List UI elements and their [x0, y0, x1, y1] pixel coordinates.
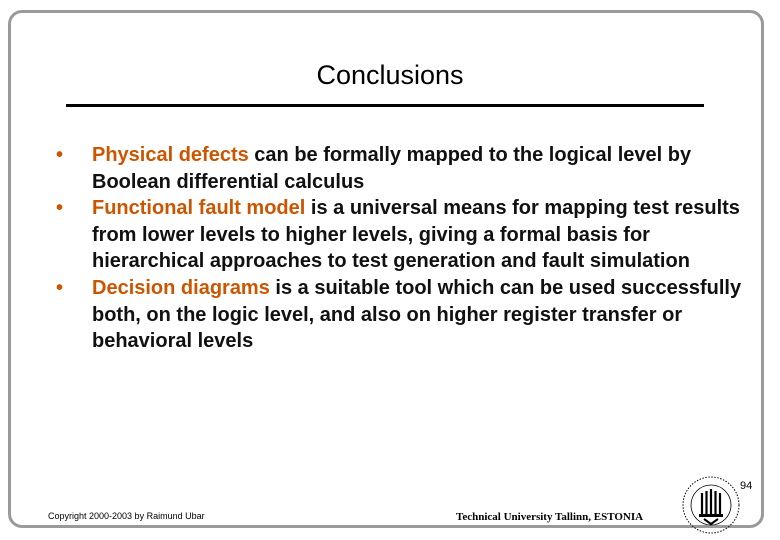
university-seal-icon: [680, 474, 742, 536]
bullet-list: [56, 142, 746, 355]
bullet-dot-icon: •: [56, 197, 64, 220]
bullet-highlight: Functional fault model: [92, 197, 306, 220]
bullet-dot-icon: •: [56, 144, 64, 166]
page-number: 94: [740, 480, 753, 492]
bullet-highlight: Physical defects: [92, 144, 249, 166]
bullet-text: is a suitable tool which can be used successfully both, on the logic level, and also on higher register transfer or behavioral levels: [92, 276, 742, 353]
copyright-text: Copyright 2000-2003 by Raimund Ubar: [48, 511, 205, 521]
bullet-text: is a universal means for mapping test results from lower levels to higher levels, giving a formal basis for hierarchical approaches to test generation and fault simulation: [92, 197, 740, 273]
bullet-text: can be formally mapped to the logical level by Boolean differential calculus: [92, 144, 692, 193]
bullet-item: [56, 195, 746, 275]
slide-title: Conclusions: [316, 60, 464, 90]
bullet-item: [56, 275, 746, 355]
university-name: Technical University Tallinn, ESTONIA: [456, 511, 644, 523]
bullet-item: [56, 142, 746, 195]
bullet-highlight: Decision diagrams: [92, 276, 270, 299]
bullet-dot-icon: •: [56, 276, 64, 299]
title-underline: [66, 104, 704, 107]
